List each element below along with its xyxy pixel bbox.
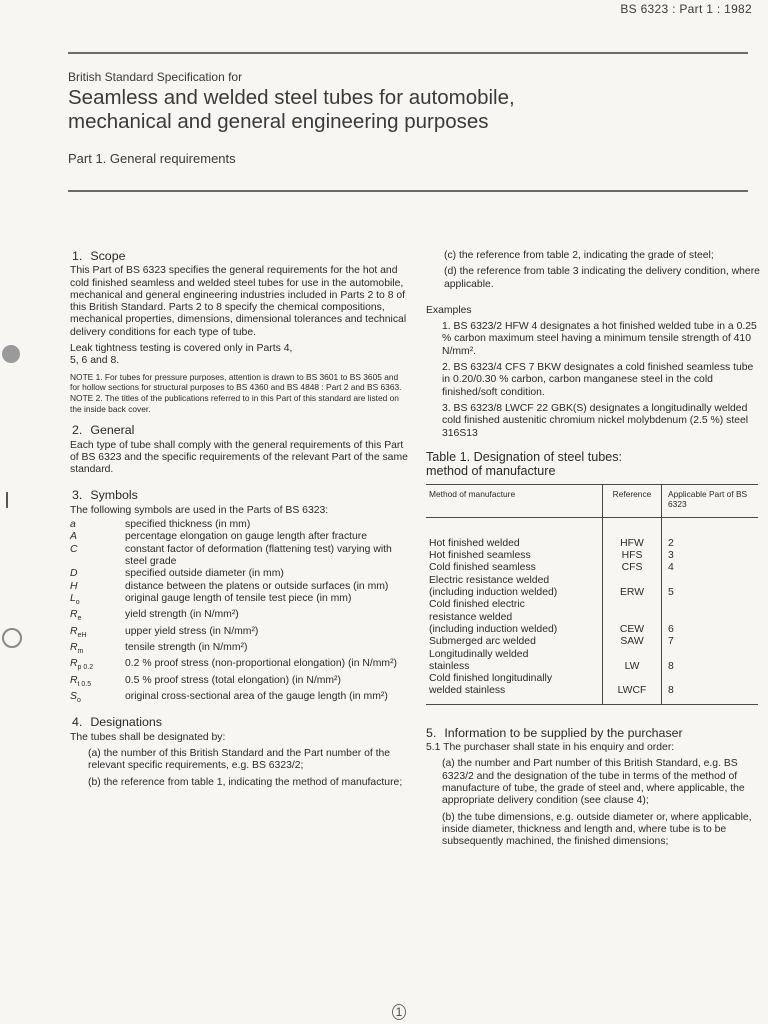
part-cell bbox=[662, 575, 759, 600]
symbol-key bbox=[70, 691, 125, 707]
method-cell bbox=[426, 550, 603, 562]
part-number: 2 bbox=[668, 537, 674, 549]
symbol-row bbox=[70, 581, 408, 593]
designation-item-a: (a) the number of this British Standard and the Part number of the relevant specific requirements, e.g. BS 6323/2; bbox=[88, 748, 391, 772]
symbol-description: upper yield stress (in N/mm²) bbox=[125, 625, 259, 637]
reference-cell bbox=[603, 636, 662, 648]
symbol-description: 0.5 % proof stress (total elongation) (in N/mm²) bbox=[125, 674, 341, 686]
method-line: welded stainless bbox=[429, 685, 506, 697]
designations-intro: The tubes shall be designated by: bbox=[70, 731, 226, 743]
symbol-description: original gauge length of tensile test piece (in mm) bbox=[125, 592, 352, 604]
symbol-description: specified outside diameter (in mm) bbox=[125, 568, 284, 580]
symbol-letter: R bbox=[70, 625, 78, 637]
symbol-row bbox=[70, 642, 408, 658]
method-line: (including induction welded) bbox=[429, 623, 558, 635]
part-cell bbox=[662, 673, 759, 704]
part-cell bbox=[662, 649, 759, 674]
symbol-list bbox=[70, 519, 408, 707]
reference-cell bbox=[603, 649, 662, 674]
column-header-reference: Reference bbox=[603, 484, 662, 517]
part-number: 5 bbox=[668, 587, 674, 599]
reference-cell bbox=[603, 562, 662, 574]
designation-table bbox=[426, 484, 758, 705]
part-number: 8 bbox=[668, 660, 674, 672]
table1-title-line-2: method of manufacture bbox=[426, 463, 556, 478]
symbol-description: tensile strength (in N/mm²) bbox=[125, 641, 248, 653]
section-title: Scope bbox=[90, 249, 126, 263]
section-title: General bbox=[90, 423, 135, 438]
symbol-row bbox=[70, 675, 408, 691]
table1-title-line-1: Table 1. Designation of steel tubes: bbox=[426, 449, 623, 464]
part-cell bbox=[662, 599, 759, 636]
symbol-subscript: p 0.2 bbox=[77, 664, 94, 672]
symbol-row bbox=[70, 568, 408, 580]
example-list bbox=[426, 321, 762, 440]
symbols-intro: The following symbols are used in the Parts of BS 6323: bbox=[70, 504, 329, 516]
method-line: Longitudinally welded bbox=[429, 648, 529, 660]
symbol-description: distance between the platens or outside surfaces (in mm) bbox=[125, 580, 389, 592]
part-number: 4 bbox=[668, 562, 674, 574]
symbol-key bbox=[70, 626, 125, 642]
symbol-letter: a bbox=[70, 519, 76, 531]
part-title: Part 1. General requirements bbox=[68, 151, 236, 166]
reference-code: CFS bbox=[621, 562, 643, 574]
method-cell bbox=[426, 673, 603, 704]
designations-heading bbox=[72, 716, 408, 728]
symbol-letter: L bbox=[70, 592, 76, 604]
margin-mark bbox=[6, 492, 8, 508]
symbol-description: percentage elongation on gauge length after fracture bbox=[125, 531, 368, 543]
symbol-subscript: o bbox=[76, 697, 81, 705]
reference-code: SAW bbox=[620, 636, 644, 648]
example-item: 3. BS 6323/8 LWCF 22 GBK(S) designates a longitudinally welded cold finished austenitic chromium nickel molybdenum (2.5 %) steel 316S13 bbox=[442, 402, 749, 439]
table-row bbox=[426, 562, 758, 574]
symbol-letter: S bbox=[70, 691, 77, 703]
method-line: Submerged arc welded bbox=[429, 636, 536, 648]
method-line: Hot finished welded bbox=[429, 537, 520, 549]
table1-title bbox=[426, 450, 762, 478]
reference-cell bbox=[603, 550, 662, 562]
symbol-key bbox=[70, 544, 125, 569]
symbol-key bbox=[70, 675, 125, 691]
part-cell bbox=[662, 550, 759, 562]
part-number: 6 bbox=[668, 623, 674, 635]
symbol-letter: R bbox=[70, 658, 78, 670]
page-mark: 1 bbox=[392, 1004, 406, 1020]
page-identifier: BS 6323 : Part 1 : 1982 bbox=[620, 2, 752, 16]
title-line-2: mechanical and general engineering purposes bbox=[68, 110, 489, 133]
left-column bbox=[70, 250, 408, 793]
section-number: 4. bbox=[72, 715, 83, 730]
method-line: Cold finished seamless bbox=[429, 562, 536, 574]
method-line: resistance welded bbox=[429, 611, 513, 623]
symbol-letter: H bbox=[70, 580, 78, 592]
symbol-description: specified thickness (in mm) bbox=[125, 519, 251, 531]
example-item: 2. BS 6323/4 CFS 7 BKW designates a cold finished seamless tube in 0.20/0.30 % carbon, carbon manganese steel in the cold finished/soft condition. bbox=[442, 362, 754, 398]
symbol-letter: R bbox=[70, 609, 78, 621]
designation-item-d: (d) the reference from table 3 indicating the delivery condition, where applicable. bbox=[444, 266, 760, 290]
table-header-row bbox=[426, 484, 758, 517]
information-item-a: (a) the number and Part number of this British Standard, e.g. BS 6323/2 and the designation of the tube in terms of the method of manufacture of tube, the grade of steel and, where applicable, the appropriate delivery condition (see clause 4); bbox=[442, 758, 745, 807]
table-row bbox=[426, 517, 758, 550]
symbol-row bbox=[70, 531, 408, 543]
example-item: 1. BS 6323/2 HFW 4 designates a hot finished welded tube in a 0.25 % carbon maximum steel having a minimum tensile strength of 410 N/mm². bbox=[442, 321, 757, 357]
method-line: Cold finished electric bbox=[429, 599, 525, 611]
symbol-letter: D bbox=[70, 568, 78, 580]
symbol-key bbox=[70, 593, 125, 609]
method-line: Electric resistance welded bbox=[429, 574, 550, 586]
symbol-letter: R bbox=[70, 641, 78, 653]
symbol-letter: C bbox=[70, 543, 78, 555]
symbol-description: 0.2 % proof stress (non-proportional elongation) (in N/mm²) bbox=[125, 658, 398, 670]
section-number: 3. bbox=[72, 488, 83, 503]
reference-code: LWCF bbox=[617, 685, 647, 697]
method-line: Hot finished seamless bbox=[429, 550, 531, 562]
symbol-description: constant factor of deformation (flattening test) varying with steel grade bbox=[125, 543, 392, 567]
information-clause-5-1: 5.1 The purchaser shall state in his enquiry and order: bbox=[426, 742, 675, 754]
symbol-key bbox=[70, 531, 125, 543]
bottom-rule bbox=[68, 190, 748, 192]
examples-heading: Examples bbox=[426, 304, 472, 316]
method-cell bbox=[426, 599, 603, 636]
method-line: (including induction welded) bbox=[429, 587, 558, 599]
section-title: Designations bbox=[90, 715, 162, 730]
symbol-key bbox=[70, 609, 125, 625]
information-heading bbox=[426, 727, 762, 739]
symbol-row bbox=[70, 691, 408, 707]
table-row bbox=[426, 636, 758, 648]
part-cell bbox=[662, 517, 759, 550]
symbol-subscript: eH bbox=[77, 631, 87, 639]
method-cell bbox=[426, 636, 603, 648]
designation-item-c: (c) the reference from table 2, indicating the grade of steel; bbox=[444, 250, 714, 261]
method-cell bbox=[426, 575, 603, 600]
spec-for-label: British Standard Specification for bbox=[68, 70, 243, 84]
method-cell bbox=[426, 649, 603, 674]
reference-cell bbox=[603, 517, 662, 550]
section-number: 1. bbox=[72, 249, 83, 263]
part-number: 3 bbox=[668, 550, 674, 562]
symbol-subscript: t 0.5 bbox=[77, 680, 92, 688]
information-item-b: (b) the tube dimensions, e.g. outside diameter or, where applicable, inside diameter, thickness and length and, where tube is to be subsequently machined, the finished dimensions; bbox=[442, 811, 752, 848]
scope-note-2: NOTE 2. The titles of the publications referred to in this Part of this standard are listed on the inside back cover. bbox=[70, 393, 399, 414]
symbol-description: original cross-sectional area of the gauge length (in mm²) bbox=[125, 691, 388, 703]
symbol-row bbox=[70, 658, 408, 674]
part-cell bbox=[662, 562, 759, 574]
part-cell bbox=[662, 636, 759, 648]
symbol-letter: R bbox=[70, 674, 78, 686]
symbols-heading bbox=[72, 489, 408, 501]
column-header-method: Method of manufacture bbox=[429, 488, 516, 499]
part-number: 7 bbox=[668, 636, 674, 648]
symbol-key bbox=[70, 642, 125, 658]
symbol-row bbox=[70, 626, 408, 642]
right-column bbox=[426, 250, 762, 852]
reference-cell bbox=[603, 673, 662, 704]
scope-heading bbox=[72, 250, 408, 262]
table-row bbox=[426, 550, 758, 562]
reference-code: ERW bbox=[619, 587, 645, 599]
designation-item-b: (b) the reference from table 1, indicating the method of manufacture; bbox=[88, 776, 403, 788]
punch-hole bbox=[2, 345, 20, 363]
symbol-key bbox=[70, 568, 125, 580]
general-paragraph: Each type of tube shall comply with the general requirements of this Part of BS 6323 and the specific requirements of the relevant Part of the same standard. bbox=[70, 439, 408, 476]
section-title: Information to be supplied by the purchaser bbox=[444, 725, 683, 740]
section-number: 2. bbox=[72, 423, 83, 438]
method-line: stainless bbox=[429, 660, 470, 672]
method-cell bbox=[426, 562, 603, 574]
title-line-1: Seamless and welded steel tubes for automobile, bbox=[68, 86, 515, 109]
reference-cell bbox=[603, 599, 662, 636]
symbol-row bbox=[70, 593, 408, 609]
symbol-key bbox=[70, 581, 125, 593]
symbol-row bbox=[70, 609, 408, 625]
symbol-letter: A bbox=[70, 531, 77, 543]
scope-paragraph: This Part of BS 6323 specifies the general requirements for the hot and cold finished seamless and welded steel tubes for use in the automobile, mechanical and general engineering industries included in Parts 2 to 8 of this British Standard. Parts 2 to 8 specify the chemical compositions, mechanical properties, dimensions, dimensional tolerances and technical delivery conditions for each type of tube. bbox=[70, 265, 407, 338]
table-row bbox=[426, 649, 758, 674]
reference-code: CEW bbox=[619, 623, 645, 635]
table-row bbox=[426, 599, 758, 636]
reference-cell bbox=[603, 575, 662, 600]
punch-hole-outline bbox=[2, 628, 22, 648]
scope-leak-paragraph: Leak tightness testing is covered only in Parts 4, 5, 6 and 8. bbox=[70, 343, 293, 367]
symbol-row bbox=[70, 519, 408, 531]
top-rule bbox=[68, 52, 748, 54]
symbol-key bbox=[70, 658, 125, 674]
reference-code: HFS bbox=[621, 550, 643, 562]
symbol-subscript: o bbox=[75, 598, 80, 606]
symbol-description: yield strength (in N/mm²) bbox=[125, 609, 239, 621]
method-cell bbox=[426, 517, 603, 550]
symbol-row bbox=[70, 544, 408, 569]
scope-note-1: NOTE 1. For tubes for pressure purposes, attention is drawn to BS 3601 to BS 3605 and for hollow sections for structural purposes to BS 4360 and BS 4848 : Part 2 and BS 6363. bbox=[70, 371, 402, 393]
symbol-subscript: e bbox=[77, 615, 82, 623]
column-header-part: Applicable Part of BS 6323 bbox=[662, 484, 759, 517]
part-number: 8 bbox=[668, 685, 674, 697]
symbol-subscript: m bbox=[77, 648, 84, 656]
reference-code: HFW bbox=[620, 537, 644, 549]
method-line: Cold finished longitudinally bbox=[429, 673, 553, 685]
table-row bbox=[426, 575, 758, 600]
reference-code: LW bbox=[624, 660, 640, 672]
table-row bbox=[426, 673, 758, 704]
section-title: Symbols bbox=[90, 488, 138, 503]
general-heading bbox=[72, 424, 408, 436]
symbol-key bbox=[70, 519, 125, 531]
document-title bbox=[68, 86, 515, 134]
section-number: 5. bbox=[426, 725, 437, 740]
